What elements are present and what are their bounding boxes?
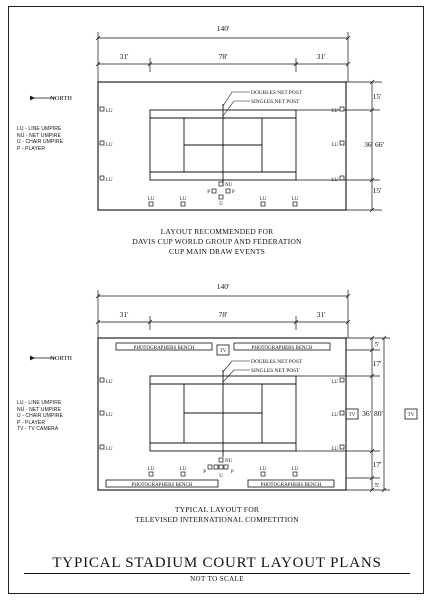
top-legend — [17, 126, 63, 152]
tv-camera-label: TV — [348, 413, 356, 418]
tv-camera-label: TV — [407, 413, 415, 418]
bottom-lu-label: LU — [331, 413, 338, 418]
bottom-nu-label: NU — [225, 459, 233, 464]
dim-side-left: 31' — [119, 310, 129, 319]
page-title: TYPICAL STADIUM COURT LAYOUT PLANS — [52, 555, 382, 571]
dim-side-right: 31' — [316, 52, 326, 61]
caption-line: CUP MAIN DRAW EVENTS — [169, 247, 265, 256]
bottom-line-umpire-boxes — [100, 378, 344, 476]
bottom-lu-label: LU — [291, 467, 299, 472]
top-lu-label: LU — [331, 143, 338, 148]
caption-line: TELEVISED INTERNATIONAL COMPETITION — [135, 515, 299, 524]
dim-end-bottom: 15' — [372, 186, 382, 195]
page-subtitle: NOT TO SCALE — [190, 575, 244, 583]
bottom-plan — [34, 282, 417, 492]
top-singles-net-post-label: SINGLES NET POST — [251, 99, 300, 105]
dim-total-width: 140' — [216, 282, 230, 291]
bottom-lu-label: LU — [147, 467, 155, 472]
caption-line: TYPICAL LAYOUT FOR — [174, 505, 260, 514]
bottom-net-post-leaders — [223, 361, 250, 382]
top-lu-label: LU — [331, 178, 338, 183]
dim-side-right: 31' — [316, 310, 326, 319]
dim-bench-gap-top: 5' — [374, 341, 380, 348]
dim-bench-gap-bottom: 5' — [374, 482, 380, 489]
legend-item: NU - NET UMPIRE — [17, 132, 61, 139]
dim-end-bottom: 17' — [372, 460, 382, 469]
bottom-lu-label: LU — [331, 380, 338, 385]
bottom-player-label: P — [203, 470, 206, 475]
top-lu-label: LU — [106, 109, 113, 114]
tv-camera-label: TV — [219, 349, 227, 354]
bottom-chair-umpire-label: U — [219, 474, 223, 479]
dim-depth-total: 66' — [375, 140, 384, 149]
dim-side-left: 31' — [119, 52, 129, 61]
legend-item: LU - LINE UMPIRE — [17, 126, 62, 132]
title-underline — [24, 573, 410, 574]
bottom-singles-net-post-label: SINGLES NET POST — [251, 368, 300, 374]
legend-item: NU - NET UMPIRE — [17, 406, 61, 413]
top-lu-label: LU — [291, 197, 299, 202]
bottom-lu-label: LU — [106, 380, 113, 385]
top-line-umpire-boxes — [100, 107, 344, 206]
top-lu-label: LU — [106, 178, 113, 183]
legend-item: U - CHAIR UMPIRE — [17, 413, 64, 420]
top-chair-umpire-label: U — [219, 202, 223, 207]
top-nu-label: NU — [225, 183, 233, 188]
top-player-label: P — [207, 190, 210, 195]
bottom-lu-label: LU — [106, 447, 113, 452]
top-doubles-net-post-label: DOUBLES NET POST — [251, 90, 303, 96]
top-lu-label: LU — [259, 197, 267, 202]
bottom-lu-label: LU — [179, 467, 187, 472]
caption-line: DAVIS CUP WORLD GROUP AND FEDERATION — [132, 237, 302, 246]
bottom-north-label: NORTH — [50, 355, 72, 362]
top-plan-dimensions — [96, 32, 382, 212]
bottom-doubles-net-post-label: DOUBLES NET POST — [251, 359, 303, 365]
top-plan — [34, 24, 385, 212]
top-player-label: P — [232, 190, 235, 195]
legend-item: P - PLAYER — [17, 145, 46, 152]
bottom-lu-label: LU — [259, 467, 267, 472]
top-net-post-leaders — [223, 92, 250, 116]
legend-item: LU - LINE UMPIRE — [17, 400, 62, 406]
top-court — [150, 104, 296, 186]
dim-depth: 36' — [364, 140, 373, 149]
top-lu-label: LU — [179, 197, 187, 202]
bottom-lu-label: LU — [331, 447, 338, 452]
top-enclosure — [98, 82, 346, 210]
bench-label: PHOTOGRAPHERS BENCH — [131, 483, 193, 488]
bench-label: PHOTOGRAPHERS BENCH — [133, 346, 195, 351]
legend-item: U - CHAIR UMPIRE — [17, 139, 64, 146]
top-lu-label: LU — [106, 143, 113, 148]
bottom-player-label: P — [231, 470, 234, 475]
bench-label: PHOTOGRAPHERS BENCH — [251, 346, 313, 351]
legend-item: P - PLAYER — [17, 419, 46, 426]
bottom-legend — [17, 400, 63, 433]
dim-end-top: 15' — [372, 92, 382, 101]
top-lu-label: LU — [147, 197, 155, 202]
dim-depth-total: 80' — [374, 409, 383, 418]
bench-label: PHOTOGRAPHERS BENCH — [260, 483, 322, 488]
bottom-lu-label: LU — [106, 413, 113, 418]
caption-line: LAYOUT RECOMMENDED FOR — [160, 227, 274, 236]
dim-end-top: 17' — [372, 359, 382, 368]
legend-item: TV - TV CAMERA — [17, 426, 59, 433]
dim-court-length: 78' — [218, 52, 228, 61]
dim-court-length: 78' — [218, 310, 228, 319]
top-north-label: NORTH — [50, 95, 72, 102]
bottom-caption — [0, 505, 434, 525]
dim-depth: 36' — [362, 409, 371, 418]
dim-total-width: 140' — [216, 24, 230, 33]
top-lu-label: LU — [331, 109, 338, 114]
bottom-court — [150, 370, 296, 457]
top-caption — [0, 227, 434, 257]
